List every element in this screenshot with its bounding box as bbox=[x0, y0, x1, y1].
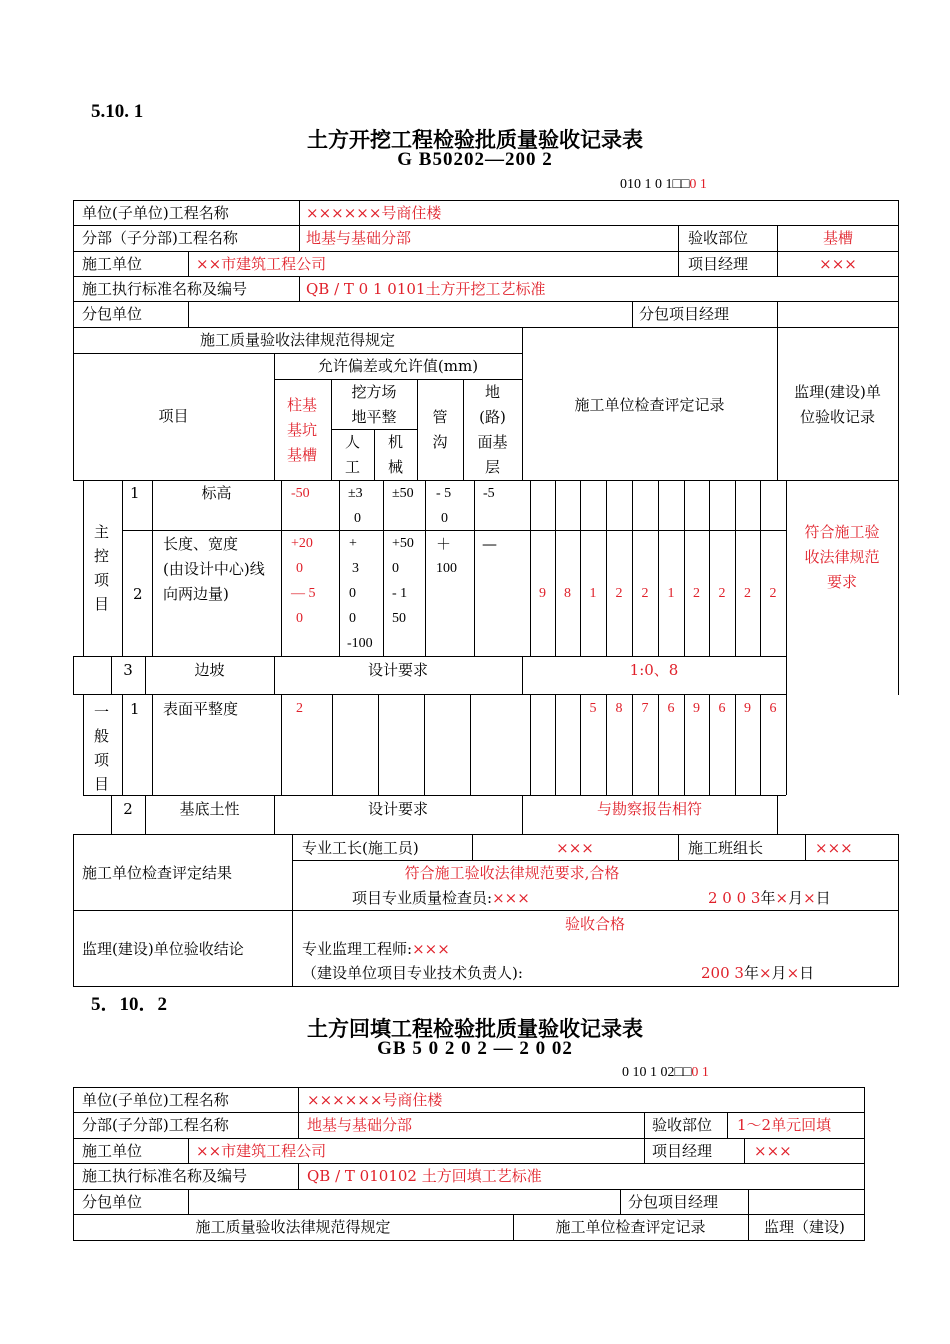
row3-spec: 设计要求 bbox=[367, 661, 428, 679]
row2-manual-5: -100 bbox=[347, 636, 373, 651]
record-cell: 7 bbox=[641, 701, 649, 716]
inspector-value: ××× bbox=[492, 889, 530, 907]
row1-road: -5 bbox=[483, 486, 495, 501]
form-standard-1: G B50202—200 2 bbox=[397, 149, 553, 170]
record-cell: 8 bbox=[564, 586, 571, 601]
date-year: 2 0 0 3 bbox=[708, 889, 761, 907]
record-cell: 2 bbox=[769, 586, 777, 601]
record-cell: 8 bbox=[615, 701, 623, 716]
t2-subdivision-label: 分部(子分部)工程名称 bbox=[82, 1116, 229, 1134]
construction-unit-label: 施工单位 bbox=[82, 255, 143, 273]
record-cell: 1 bbox=[589, 586, 597, 601]
record-cell: 1 bbox=[667, 586, 675, 601]
row2-manual-1: + bbox=[349, 536, 357, 551]
general2-spec: 设计要求 bbox=[367, 800, 428, 818]
row2-pit-3: — 5 bbox=[291, 586, 316, 601]
team-leader-label: 施工班组长 bbox=[688, 839, 764, 857]
t2-construction-unit-label: 施工单位 bbox=[82, 1142, 143, 1160]
row3-record: 1:0、8 bbox=[629, 661, 679, 679]
exec-standard-label: 施工执行标准名称及编号 bbox=[82, 280, 248, 298]
main-control-label: 主控项目 bbox=[94, 523, 110, 613]
row1-pipe-a: - 5 bbox=[436, 486, 452, 501]
unit-value: ××××××号商住楼 bbox=[306, 204, 442, 222]
supervision-header-2: 位验收记录 bbox=[799, 408, 875, 426]
accept-part-value: 基槽 bbox=[822, 229, 853, 247]
supervision-header-1: 监理(建设)单 bbox=[794, 383, 881, 401]
form-code-number: 0 10 1 02□□ bbox=[622, 1065, 692, 1080]
team-leader-value: ××× bbox=[815, 839, 853, 857]
date-day: × bbox=[786, 964, 800, 982]
date-day-unit: 日 bbox=[799, 964, 815, 982]
record-cell: 6 bbox=[769, 701, 777, 716]
check-result-label: 施工单位检查评定结果 bbox=[82, 864, 233, 882]
date-month: × bbox=[775, 889, 789, 907]
supervision-date bbox=[701, 964, 814, 982]
record-cell: 5 bbox=[589, 701, 597, 716]
column-pipe-2: 沟 bbox=[432, 433, 448, 451]
section-number-1: 5.10. 1 bbox=[91, 101, 144, 122]
row2-machine-3: - 1 bbox=[392, 586, 408, 601]
subdivision-value: 地基与基础分部 bbox=[306, 229, 412, 247]
t2-subcontract-label: 分包单位 bbox=[82, 1193, 143, 1211]
engineer-line bbox=[302, 940, 450, 958]
date-month-unit: 月 bbox=[788, 889, 804, 907]
exec-standard-value: QB / T 0 1 0101土方开挖工艺标准 bbox=[306, 280, 546, 298]
t2-subcontract-pm-label: 分包项目经理 bbox=[628, 1193, 719, 1211]
t2-construction-record-header: 施工单位检查评定记录 bbox=[555, 1218, 706, 1236]
column-site-1: 挖方场 bbox=[351, 383, 397, 401]
date-year-unit: 年 bbox=[743, 964, 759, 982]
row2-pipe-2: 100 bbox=[436, 561, 457, 576]
record-cell: 2 bbox=[615, 586, 623, 601]
date-day-unit: 日 bbox=[815, 889, 831, 907]
row2-pit-2: 0 bbox=[296, 561, 303, 576]
row1-name: 标高 bbox=[201, 484, 232, 502]
t2-project-manager-value: ××× bbox=[754, 1142, 792, 1160]
record-cell: 6 bbox=[667, 701, 675, 716]
column-road-2: (路) bbox=[479, 408, 506, 426]
row2-manual-4: 0 bbox=[349, 611, 356, 626]
row2-pipe-1: ＋ bbox=[436, 535, 452, 553]
row3-no: 3 bbox=[123, 661, 133, 679]
general2-no: 2 bbox=[123, 800, 133, 818]
foreman-label: 专业工长(施工员) bbox=[302, 839, 419, 857]
main-conclusion-2: 收法律规范 bbox=[804, 548, 880, 566]
t2-subdivision-value: 地基与基础分部 bbox=[307, 1116, 413, 1134]
column-machine-1: 机 bbox=[387, 433, 403, 451]
column-pipe-1: 管 bbox=[432, 408, 448, 426]
t2-exec-standard-value: QB / T 010102 土方回填工艺标准 bbox=[307, 1167, 542, 1185]
section-number-2: 5．10．2 bbox=[91, 994, 168, 1015]
date-year: 200 3 bbox=[701, 964, 744, 982]
general1-value: 2 bbox=[296, 701, 303, 716]
record-cell: 6 bbox=[718, 701, 726, 716]
row2-machine-4: 50 bbox=[392, 611, 406, 626]
form-code-suffix: 0 1 bbox=[691, 1065, 709, 1080]
general-label: 一般项目 bbox=[94, 703, 110, 793]
row2-manual-3: 0 bbox=[349, 586, 356, 601]
record-cell: 2 bbox=[744, 586, 751, 601]
t2-supervision-header: 监理（建设) bbox=[764, 1218, 845, 1236]
general1-no: 1 bbox=[130, 700, 140, 718]
general2-name: 基底土性 bbox=[179, 800, 240, 818]
inspector-line bbox=[352, 889, 530, 907]
form-code-number: 010 1 0 1□□ bbox=[620, 177, 690, 192]
subdivision-label: 分部（子分部)工程名称 bbox=[82, 229, 238, 247]
row1-pipe-b: 0 bbox=[441, 511, 448, 526]
construction-record-header: 施工单位检查评定记录 bbox=[574, 396, 725, 414]
record-cell: 9 bbox=[693, 701, 700, 716]
date-day: × bbox=[803, 889, 816, 907]
record-cell: 2 bbox=[718, 586, 726, 601]
date-month-unit: 月 bbox=[771, 964, 787, 982]
t2-accept-part-value: 1～2单元回填 bbox=[737, 1116, 832, 1134]
row2-name-3: 向两边量) bbox=[163, 585, 229, 603]
column-road-1: 地 bbox=[484, 383, 500, 401]
unit-label: 单位(子单位)工程名称 bbox=[82, 204, 229, 222]
row1-pit: -50 bbox=[291, 486, 310, 501]
t2-spec-header: 施工质量验收法律规范得规定 bbox=[195, 1218, 391, 1236]
spec-header: 施工质量验收法律规范得规定 bbox=[199, 331, 395, 349]
record-cell: 9 bbox=[539, 586, 546, 601]
column-manual-1: 人 bbox=[344, 433, 360, 451]
construction-unit-value: ××市建筑工程公司 bbox=[196, 255, 327, 273]
subcontract-label: 分包单位 bbox=[82, 305, 143, 323]
record-cell: 2 bbox=[641, 586, 649, 601]
row2-name-1: 长度、宽度 bbox=[163, 535, 239, 553]
supervision-value: 验收合格 bbox=[564, 915, 625, 933]
row1-manual-b: 0 bbox=[354, 511, 361, 526]
supervision-label: 监理(建设)单位验收结论 bbox=[82, 940, 244, 958]
t2-exec-standard-label: 施工执行标准名称及编号 bbox=[82, 1167, 248, 1185]
project-manager-label: 项目经理 bbox=[688, 255, 749, 273]
inspector-label: 项目专业质量检查员: bbox=[352, 889, 493, 907]
record-cell: 2 bbox=[693, 586, 700, 601]
foreman-value: ××× bbox=[556, 839, 594, 857]
row1-machine: ±50 bbox=[392, 486, 414, 501]
subcontract-pm-label: 分包项目经理 bbox=[639, 305, 730, 323]
form-code-suffix: 0 1 bbox=[689, 177, 707, 192]
t2-accept-part-label: 验收部位 bbox=[652, 1116, 713, 1134]
row2-name-2: (由设计中心)线 bbox=[163, 560, 265, 578]
tolerance-header: 允许偏差或允许值(mm) bbox=[317, 357, 479, 375]
form-code-2 bbox=[622, 1065, 709, 1081]
general1-name: 表面平整度 bbox=[163, 700, 239, 718]
project-manager-value: ××× bbox=[819, 255, 857, 273]
row1-manual-a: ±3 bbox=[348, 486, 363, 501]
form-code-1 bbox=[620, 177, 707, 193]
column-manual-2: 工 bbox=[344, 458, 360, 476]
check-date bbox=[708, 889, 831, 907]
item-header: 项目 bbox=[158, 407, 189, 425]
main-conclusion-3: 要求 bbox=[826, 573, 857, 591]
engineer-label: 专业监理工程师: bbox=[302, 940, 413, 958]
record-cell: 9 bbox=[744, 701, 751, 716]
column-road-3: 面基 bbox=[477, 433, 508, 451]
row1-no: 1 bbox=[130, 484, 140, 502]
general2-record: 与勘察报告相符 bbox=[596, 800, 702, 818]
date-year-unit: 年 bbox=[760, 889, 776, 907]
row2-no: 2 bbox=[133, 585, 143, 603]
column-pit: 柱基基坑基槽 bbox=[287, 396, 318, 464]
t2-unit-value: ××××××号商住楼 bbox=[307, 1091, 443, 1109]
check-result-value: 符合施工验收法律规范要求,合格 bbox=[404, 864, 620, 882]
row2-manual-2: 3 bbox=[352, 561, 359, 576]
accept-part-label: 验收部位 bbox=[688, 229, 749, 247]
column-site-2: 地平整 bbox=[351, 408, 397, 426]
t2-unit-label: 单位(子单位)工程名称 bbox=[82, 1091, 229, 1109]
column-machine-2: 械 bbox=[387, 458, 403, 476]
owner-label: （建设单位项目专业技术负责人): bbox=[302, 964, 523, 982]
row2-machine-1: +50 bbox=[392, 536, 414, 551]
form-title-1: 土方开挖工程检验批质量验收记录表 bbox=[307, 127, 643, 152]
row3-name: 边坡 bbox=[194, 661, 225, 679]
row2-road: — bbox=[482, 535, 497, 553]
date-month: × bbox=[758, 964, 772, 982]
main-conclusion-1: 符合施工验 bbox=[804, 523, 880, 541]
row2-pit-1: +20 bbox=[291, 536, 313, 551]
t2-construction-unit-value: ××市建筑工程公司 bbox=[196, 1142, 327, 1160]
form-standard-2: GB 5 0 2 0 2 — 2 0 02 bbox=[377, 1038, 573, 1059]
t2-project-manager-label: 项目经理 bbox=[652, 1142, 713, 1160]
form-title-2: 土方回填工程检验批质量验收记录表 bbox=[307, 1016, 643, 1041]
engineer-value: ××× bbox=[412, 940, 450, 958]
column-road-4: 层 bbox=[484, 458, 500, 476]
row2-machine-2: 0 bbox=[392, 561, 399, 576]
row2-pit-4: 0 bbox=[296, 611, 303, 626]
